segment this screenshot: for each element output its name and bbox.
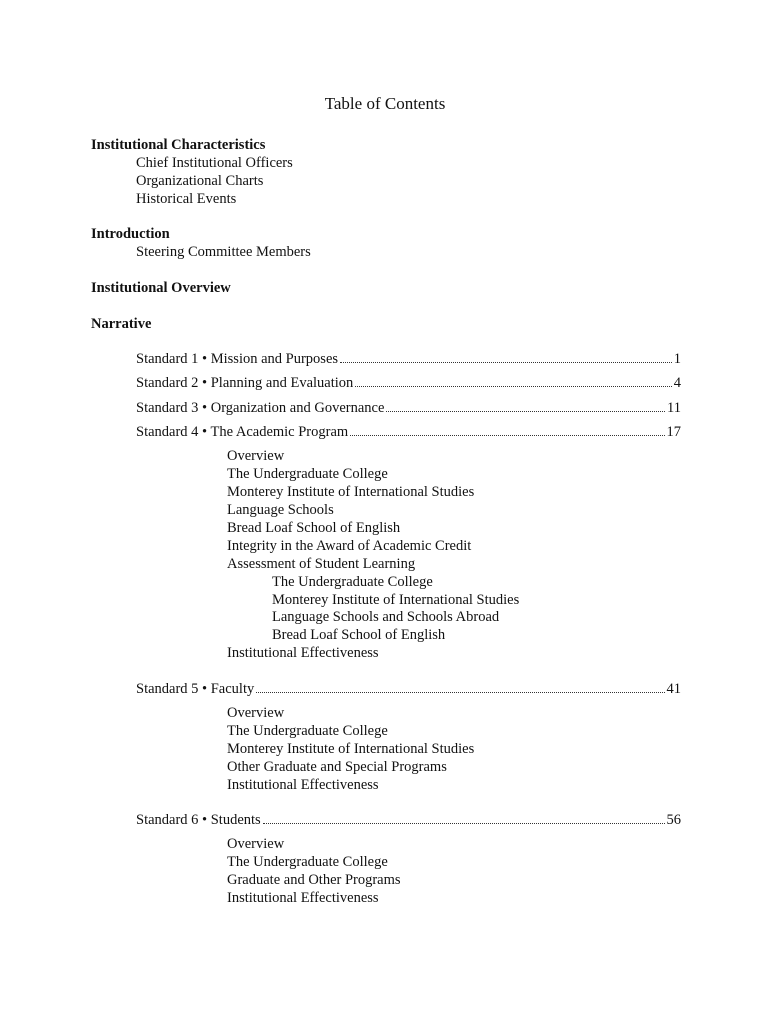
- toc-subentry: Overview: [227, 836, 285, 852]
- toc-subsubentry: The Undergraduate College: [272, 574, 433, 590]
- standard-label: Standard 1 • Mission and Purposes: [136, 351, 339, 367]
- toc-row-standard-6: [136, 811, 681, 829]
- page-number: 1: [673, 351, 681, 367]
- toc-subentry: Assessment of Student Learning: [227, 556, 416, 572]
- toc-entry: Chief Institutional Officers: [136, 155, 293, 171]
- toc-subentry: Overview: [227, 448, 285, 464]
- toc-subentry: The Undergraduate College: [227, 466, 388, 482]
- toc-subentry: Other Graduate and Special Programs: [227, 759, 447, 775]
- standard-label: Standard 2 • Planning and Evaluation: [136, 375, 354, 391]
- dot-leader: [350, 435, 664, 436]
- toc-subentry: Institutional Effectiveness: [227, 890, 379, 906]
- toc-subentry: Bread Loaf School of English: [227, 520, 401, 536]
- toc-subsubentry: Bread Loaf School of English: [272, 627, 446, 643]
- page-number: 17: [666, 424, 681, 440]
- standard-label: Standard 3 • Organization and Governance: [136, 400, 385, 416]
- toc-subentry: Monterey Institute of International Studies: [227, 484, 475, 500]
- toc-subentry: Institutional Effectiveness: [227, 777, 379, 793]
- toc-row-standard-1: [136, 350, 681, 368]
- toc-row-standard-4: [136, 423, 681, 441]
- dot-leader: [263, 823, 665, 824]
- toc-entry: Steering Committee Members: [136, 244, 311, 260]
- toc-row-standard-2: [136, 374, 681, 392]
- toc-row-standard-3: [136, 399, 681, 417]
- page-number: 4: [673, 375, 681, 391]
- section-heading-narrative: Narrative: [91, 316, 152, 332]
- dot-leader: [340, 362, 672, 363]
- toc-subentry: Language Schools: [227, 502, 334, 518]
- toc-row-standard-5: [136, 680, 681, 698]
- toc-entry: Historical Events: [136, 191, 237, 207]
- toc-subentry: Integrity in the Award of Academic Credit: [227, 538, 472, 554]
- section-heading-characteristics: Institutional Characteristics: [91, 137, 266, 153]
- dot-leader: [355, 386, 671, 387]
- standard-label: Standard 4 • The Academic Program: [136, 424, 349, 440]
- page-title: Table of Contents: [324, 94, 446, 113]
- page-number: 56: [666, 812, 681, 828]
- toc-subsubentry: Language Schools and Schools Abroad: [272, 609, 500, 625]
- dot-leader: [386, 411, 665, 412]
- toc-subentry: Graduate and Other Programs: [227, 872, 401, 888]
- toc-subentry: Monterey Institute of International Studies: [227, 741, 475, 757]
- toc-subsubentry: Monterey Institute of International Studies: [272, 592, 520, 608]
- standard-label: Standard 6 • Students: [136, 812, 261, 828]
- page-number: 11: [667, 400, 681, 416]
- section-heading-overview: Institutional Overview: [91, 280, 231, 296]
- section-heading-introduction: Introduction: [91, 226, 170, 242]
- dot-leader: [256, 692, 664, 693]
- toc-entry: Organizational Charts: [136, 173, 264, 189]
- toc-subentry: The Undergraduate College: [227, 723, 388, 739]
- toc-subentry: Institutional Effectiveness: [227, 645, 379, 661]
- standard-label: Standard 5 • Faculty: [136, 681, 255, 697]
- toc-subentry: The Undergraduate College: [227, 854, 388, 870]
- page-number: 41: [666, 681, 681, 697]
- toc-subentry: Overview: [227, 705, 285, 721]
